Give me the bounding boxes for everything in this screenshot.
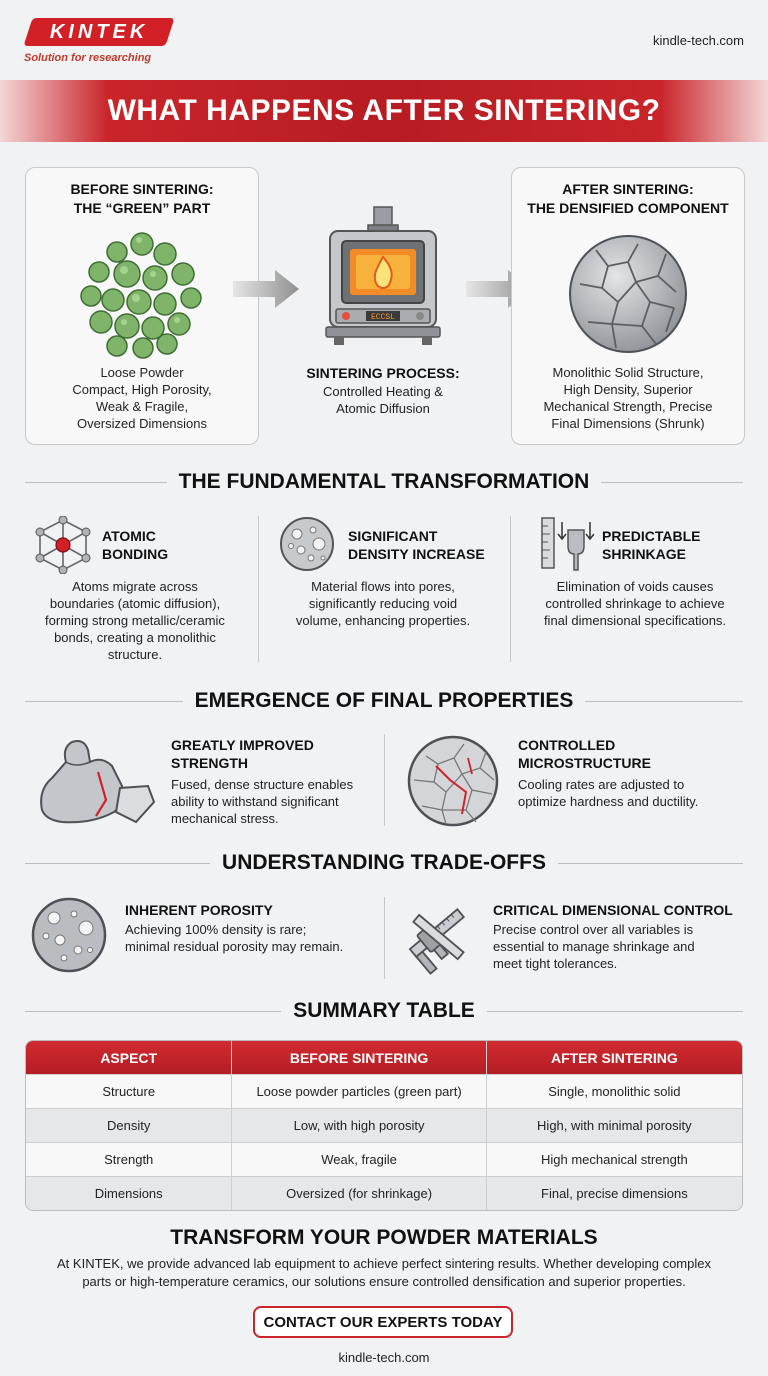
divider (258, 516, 259, 662)
table-header: AFTER SINTERING (486, 1041, 742, 1074)
furnace-icon (322, 205, 444, 347)
atomic-bonding-title: ATOMIC BONDING (102, 528, 169, 562)
contact-experts-button[interactable]: CONTACT OUR EXPERTS TODAY (253, 1306, 513, 1338)
divider (384, 897, 385, 979)
table-cell: Strength (26, 1142, 231, 1176)
kintek-logo (23, 18, 174, 46)
atomic-bonding-desc: Atoms migrate across boundaries (atomic diffusion), forming strong metallic/ceramic bonds, creating a monolithic structure. (45, 579, 225, 662)
porous-disc-icon (279, 516, 335, 572)
tagline: Solution for researching (24, 52, 152, 64)
caliper-icon (400, 896, 476, 976)
section-summary (0, 999, 768, 1023)
table-row (26, 1176, 742, 1210)
microstructure-icon (406, 734, 500, 828)
before-title: BEFORE SINTERING: THE “GREEN” PART (70, 181, 214, 216)
table-cell: Final, precise dimensions (486, 1176, 742, 1210)
porosity-desc: Achieving 100% density is rare; minimal residual porosity may remain. (125, 922, 344, 954)
green-powder-icon (77, 230, 207, 360)
table-cell: High mechanical strength (486, 1142, 742, 1176)
table-header: ASPECT (26, 1041, 231, 1074)
section-title-transformation: THE FUNDAMENTAL TRANSFORMATION (167, 470, 602, 494)
flexed-arm-icon (32, 732, 160, 828)
divider (510, 516, 511, 662)
table-cell: High, with minimal porosity (486, 1108, 742, 1142)
table-row (26, 1142, 742, 1176)
shrinkage-desc: Elimination of voids causes controlled shrinkage to achieve final dimensional specifications. (543, 579, 727, 628)
section-tradeoffs (0, 851, 768, 875)
section-title-summary: SUMMARY TABLE (281, 999, 487, 1023)
dimensional-control-desc: Precise control over all variables is essential to manage shrinkage and meet tight tolerances. (493, 922, 695, 971)
shrinkage-title: PREDICTABLE SHRINKAGE (602, 528, 701, 562)
table-cell: Loose powder particles (green part) (231, 1074, 485, 1108)
porosity-disc-icon (30, 896, 108, 974)
sintering-process-label: SINTERING PROCESS: Controlled Heating & Atomic Diffusion (306, 365, 460, 416)
after-card (511, 167, 745, 445)
table-cell: Weak, fragile (231, 1142, 485, 1176)
table-header: BEFORE SINTERING (231, 1041, 485, 1074)
section-transformation (0, 470, 768, 494)
logo-text: KINTEK (49, 20, 149, 43)
divider (384, 734, 385, 826)
before-card (25, 167, 259, 445)
table-cell: Low, with high porosity (231, 1108, 485, 1142)
summary-table (25, 1040, 743, 1211)
shrinkage-icon (538, 516, 594, 572)
section-title-properties: EMERGENCE OF FINAL PROPERTIES (183, 689, 586, 713)
cta-title: TRANSFORM YOUR POWDER MATERIALS (170, 1226, 598, 1249)
before-desc: Loose Powder Compact, High Porosity, Weak & Fragile, Oversized Dimensions (72, 365, 212, 431)
table-cell: Density (26, 1108, 231, 1142)
table-cell: Dimensions (26, 1176, 231, 1210)
site-link-top[interactable]: kindle-tech.com (652, 33, 744, 48)
section-properties (0, 689, 768, 713)
after-desc: Monolithic Solid Structure, High Density, Superior Mechanical Strength, Precise Final Dimensions (Shrunk) (543, 365, 713, 431)
table-row (26, 1108, 742, 1142)
strength-desc: Fused, dense structure enables ability to withstand significant mechanical stress. (171, 777, 354, 826)
table-cell: Single, monolithic solid (486, 1074, 742, 1108)
section-title-tradeoffs: UNDERSTANDING TRADE-OFFS (210, 851, 558, 875)
table-row (26, 1074, 742, 1108)
porosity-title: INHERENT POROSITY (125, 902, 273, 918)
table-cell: Structure (26, 1074, 231, 1108)
density-increase-desc: Material flows into pores, significantly reducing void volume, enhancing properties. (295, 579, 471, 628)
dimensional-control-title: CRITICAL DIMENSIONAL CONTROL (493, 902, 733, 918)
table-cell: Oversized (for shrinkage) (231, 1176, 485, 1210)
atom-icon (34, 516, 92, 574)
microstructure-desc: Cooling rates are adjusted to optimize hardness and ductility. (518, 777, 699, 809)
microstructure-title: CONTROLLED MICROSTRUCTURE (518, 737, 651, 771)
site-link-bottom[interactable]: kindle-tech.com (338, 1350, 430, 1365)
furnace-display: ECCSL (370, 313, 396, 322)
title-banner (0, 80, 768, 142)
density-increase-title: SIGNIFICANT DENSITY INCREASE (348, 528, 485, 562)
table-header-row (26, 1041, 742, 1074)
arrow-right-icon (233, 268, 301, 310)
strength-title: GREATLY IMPROVED STRENGTH (171, 737, 314, 771)
cta-body: At KINTEK, we provide advanced lab equipment to achieve perfect sintering results. Whether developing complex parts or high-temperature ceramics, our solutions ensure controlled densification and superior properties. (57, 1256, 711, 1289)
after-title: AFTER SINTERING: THE DENSIFIED COMPONENT (527, 181, 729, 216)
page-title: WHAT HAPPENS AFTER SINTERING? (107, 94, 661, 127)
dense-solid-icon (566, 232, 690, 356)
